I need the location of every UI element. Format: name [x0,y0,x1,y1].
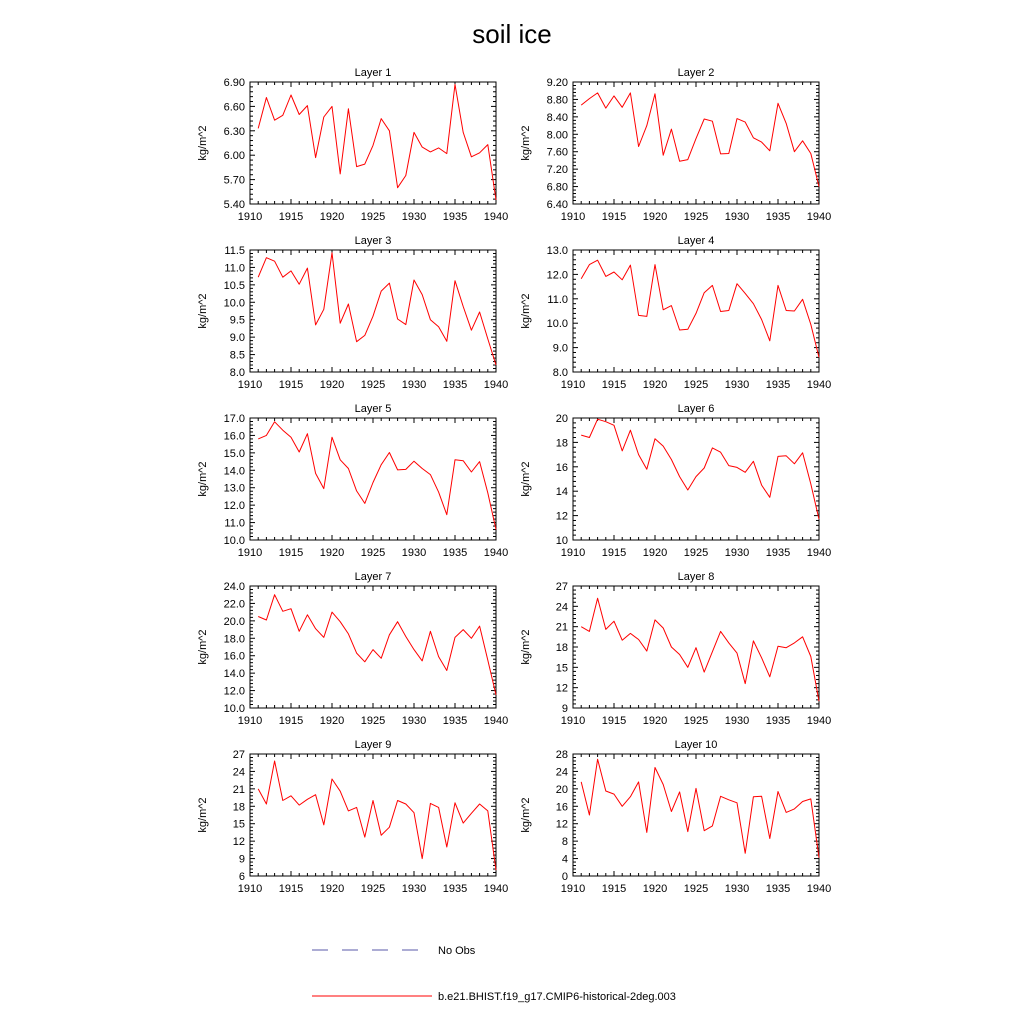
y-tick-label: 4 [561,853,568,866]
y-tick-label: 14.0 [223,668,245,681]
x-tick-label: 1925 [683,715,709,727]
x-tick-label: 1915 [278,883,304,895]
series-line-layer-3 [258,253,496,365]
panel-layer-4 [520,235,831,391]
x-tick-label: 1925 [360,883,386,895]
x-tick-label: 1925 [360,547,386,559]
x-tick-label: 1920 [319,715,345,727]
panel-title: Layer 7 [354,571,392,583]
y-tick-label: 8 [561,836,568,849]
x-tick-label: 1915 [601,379,627,391]
x-tick-label: 1930 [401,715,427,727]
x-tick-label: 1910 [237,379,263,391]
y-tick-label: 8.00 [546,129,568,142]
series-line-layer-1 [258,84,496,199]
y-tick-label: 8.80 [546,94,568,107]
y-tick-label: 6.60 [223,101,245,114]
x-tick-label: 1910 [237,715,263,727]
x-tick-label: 1935 [442,715,468,727]
x-tick-label: 1910 [560,883,586,895]
x-tick-label: 1930 [724,379,750,391]
panels [197,67,831,895]
legend-model-label: b.e21.BHIST.f19_g17.CMIP6-historical-2deg.003 [438,991,676,1003]
series-line-layer-2 [581,93,819,187]
y-axis-label: kg/m^2 [197,125,209,161]
y-tick-label: 12.0 [546,269,568,282]
x-tick-label: 1920 [642,715,668,727]
y-tick-label: 27 [232,749,245,761]
y-tick-label: 5.40 [223,199,245,211]
y-axis-label: kg/m^2 [520,629,532,665]
panel-title: Layer 2 [677,67,715,79]
x-tick-label: 1940 [806,379,832,391]
panel-layer-9 [197,739,508,895]
panel-layer-8 [520,571,831,727]
x-tick-label: 1940 [483,211,509,223]
y-tick-label: 6.90 [223,77,245,89]
y-tick-label: 9.20 [546,77,568,89]
panel-title: Layer 10 [674,739,718,751]
panel-layer-2 [520,67,831,223]
x-tick-label: 1940 [483,715,509,727]
legend-no-obs-label: No Obs [438,945,476,957]
plot-frame [573,754,819,876]
y-tick-label: 9.0 [552,342,568,355]
x-tick-label: 1920 [319,211,345,223]
y-tick-label: 13.0 [546,245,568,257]
x-tick-label: 1920 [319,379,345,391]
x-tick-label: 1910 [237,211,263,223]
y-tick-label: 12 [555,818,568,831]
x-tick-label: 1925 [683,883,709,895]
y-tick-label: 18 [232,801,245,814]
y-tick-label: 12.0 [223,685,245,698]
panel-title: Layer 5 [354,403,392,415]
plot-frame [573,250,819,372]
plot-frame [250,250,496,372]
y-tick-label: 12 [555,510,568,523]
y-tick-label: 11.0 [224,517,245,530]
y-tick-label: 6.80 [546,181,568,194]
plot-frame [250,418,496,540]
x-tick-label: 1910 [237,547,263,559]
series-line-layer-8 [581,598,819,701]
y-tick-label: 28 [555,749,568,761]
y-tick-label: 0 [561,871,568,883]
y-tick-label: 14.0 [223,465,245,478]
series-line-layer-5 [258,422,496,530]
panel-layer-5 [197,403,508,559]
x-tick-label: 1930 [724,883,750,895]
x-tick-label: 1925 [360,379,386,391]
x-tick-label: 1915 [278,211,304,223]
y-tick-label: 11.0 [547,293,568,306]
y-tick-label: 18.0 [223,633,245,646]
y-tick-label: 10.0 [223,297,245,310]
x-tick-label: 1935 [765,883,791,895]
x-tick-label: 1935 [765,379,791,391]
y-tick-label: 11.0 [224,262,245,275]
x-tick-label: 1935 [442,547,468,559]
panel-title: Layer 9 [354,739,392,751]
y-tick-label: 12 [232,836,245,849]
y-tick-label: 16.0 [223,650,245,663]
y-tick-label: 15.0 [223,447,245,460]
panel-layer-1 [197,67,508,223]
y-tick-label: 9.5 [229,314,245,327]
y-tick-label: 12.0 [223,500,245,513]
y-tick-label: 15 [555,662,568,675]
y-axis-label: kg/m^2 [520,293,532,329]
plot-frame [250,82,496,204]
y-tick-label: 20 [555,413,568,425]
series-line-layer-6 [581,419,819,519]
y-tick-label: 9 [561,703,568,715]
y-tick-label: 15 [232,818,245,831]
y-tick-label: 27 [555,581,568,593]
y-tick-label: 10 [555,535,568,547]
x-tick-label: 1920 [319,547,345,559]
y-tick-label: 12 [555,682,568,695]
panel-layer-6 [520,403,831,559]
y-axis-label: kg/m^2 [197,461,209,497]
panel-title: Layer 6 [677,403,715,415]
y-axis-label: kg/m^2 [520,125,532,161]
y-tick-label: 24 [555,766,568,779]
x-tick-label: 1925 [683,547,709,559]
x-tick-label: 1910 [560,211,586,223]
y-tick-label: 8.0 [229,367,245,379]
y-tick-label: 10.5 [223,279,245,292]
x-tick-label: 1915 [278,547,304,559]
y-tick-label: 18 [555,642,568,654]
y-tick-label: 10.0 [223,703,245,715]
y-tick-label: 21 [555,621,568,634]
x-tick-label: 1935 [765,715,791,727]
x-tick-label: 1925 [683,211,709,223]
y-tick-label: 10.0 [223,535,245,547]
y-tick-label: 16 [555,461,568,474]
x-tick-label: 1915 [601,883,627,895]
series-line-layer-7 [258,595,496,695]
x-tick-label: 1935 [442,379,468,391]
y-tick-label: 17.0 [223,413,245,425]
x-tick-label: 1920 [319,883,345,895]
x-tick-label: 1915 [601,715,627,727]
series-line-layer-4 [581,260,819,357]
x-tick-label: 1925 [683,379,709,391]
y-tick-label: 18 [555,437,568,450]
y-axis-label: kg/m^2 [197,629,209,665]
x-tick-label: 1935 [442,211,468,223]
x-tick-label: 1910 [237,883,263,895]
y-tick-label: 8.40 [546,111,568,124]
y-tick-label: 24.0 [223,581,245,593]
plot-frame [250,754,496,876]
x-tick-label: 1930 [724,547,750,559]
x-tick-label: 1930 [401,547,427,559]
panel-layer-7 [197,571,508,727]
x-tick-label: 1935 [765,547,791,559]
x-tick-label: 1940 [483,883,509,895]
y-axis-label: kg/m^2 [197,293,209,329]
y-tick-label: 16.0 [223,430,245,443]
plot-frame [573,418,819,540]
x-tick-label: 1915 [278,715,304,727]
series-line-layer-10 [581,759,819,858]
y-tick-label: 20.0 [223,615,245,628]
x-tick-label: 1940 [806,211,832,223]
y-tick-label: 6.40 [546,199,568,211]
x-tick-label: 1925 [360,211,386,223]
y-tick-label: 20 [555,783,568,796]
x-tick-label: 1920 [642,883,668,895]
plot-frame [573,82,819,204]
y-tick-label: 22.0 [223,598,245,611]
y-tick-label: 24 [232,766,245,779]
panel-title: Layer 1 [354,67,392,79]
x-tick-label: 1930 [401,379,427,391]
y-tick-label: 14 [555,486,568,499]
y-tick-label: 6.00 [223,150,245,163]
y-tick-label: 8.5 [229,349,245,362]
y-axis-label: kg/m^2 [197,797,209,833]
panel-title: Layer 3 [354,235,392,247]
y-axis-label: kg/m^2 [520,797,532,833]
x-tick-label: 1930 [401,883,427,895]
y-axis-label: kg/m^2 [520,461,532,497]
panel-title: Layer 8 [677,571,715,583]
y-tick-label: 7.20 [546,164,568,177]
legend [312,945,676,1003]
y-tick-label: 7.60 [546,146,568,159]
x-tick-label: 1910 [560,547,586,559]
y-tick-label: 5.70 [223,174,245,187]
y-tick-label: 13.0 [223,482,245,495]
y-tick-label: 21 [232,783,245,796]
y-tick-label: 24 [555,601,568,614]
x-tick-label: 1915 [601,547,627,559]
x-tick-label: 1930 [401,211,427,223]
x-tick-label: 1925 [360,715,386,727]
x-tick-label: 1930 [724,715,750,727]
y-tick-label: 16 [555,801,568,814]
y-tick-label: 8.0 [552,367,568,379]
panel-layer-10 [520,739,831,895]
series-line-layer-9 [258,761,496,870]
y-tick-label: 11.5 [224,245,245,257]
x-tick-label: 1940 [483,379,509,391]
x-tick-label: 1940 [806,883,832,895]
x-tick-label: 1935 [765,211,791,223]
panel-layer-3 [197,235,508,391]
y-tick-label: 6 [238,871,245,883]
x-tick-label: 1940 [483,547,509,559]
y-tick-label: 9.0 [229,332,245,345]
x-tick-label: 1935 [442,883,468,895]
y-tick-label: 10.0 [546,318,568,331]
y-tick-label: 6.30 [223,125,245,138]
x-tick-label: 1915 [278,379,304,391]
x-tick-label: 1920 [642,379,668,391]
x-tick-label: 1940 [806,547,832,559]
plot-frame [250,586,496,708]
x-tick-label: 1910 [560,379,586,391]
panel-title: Layer 4 [677,235,715,247]
x-tick-label: 1910 [560,715,586,727]
x-tick-label: 1940 [806,715,832,727]
x-tick-label: 1920 [642,211,668,223]
x-tick-label: 1930 [724,211,750,223]
figure-title: soil ice [472,19,552,49]
y-tick-label: 9 [238,853,245,866]
x-tick-label: 1920 [642,547,668,559]
x-tick-label: 1915 [601,211,627,223]
